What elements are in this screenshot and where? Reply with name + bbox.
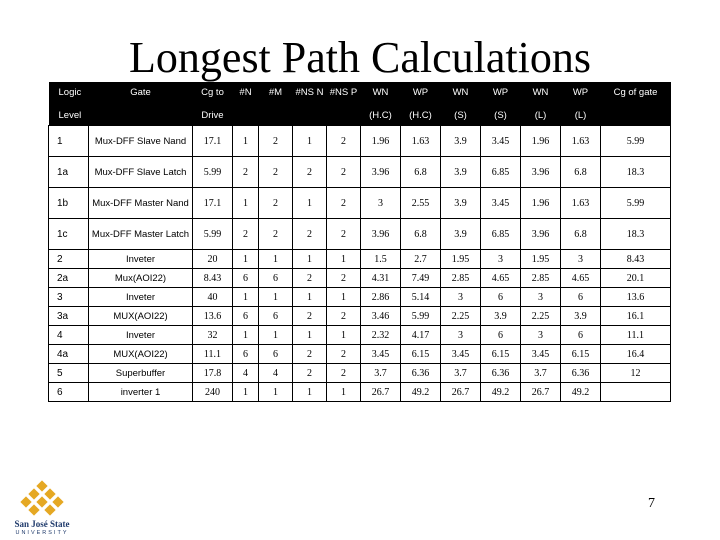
cell-wp-l: 49.2 (561, 383, 601, 402)
cell-cg-of-gate: 8.43 (601, 250, 671, 269)
cell-gate: MUX(AOI22) (89, 345, 193, 364)
cell-wn-s: 2.85 (441, 269, 481, 288)
header-wp3: WP (572, 87, 589, 98)
header-wn-s (441, 82, 481, 126)
cell-m: 6 (259, 345, 293, 364)
cell-cg-of-gate: 18.3 (601, 219, 671, 250)
cell-wp-hc: 1.63 (401, 126, 441, 157)
cell-wp-s: 3.45 (481, 126, 521, 157)
header-level: Level (58, 110, 82, 121)
cell-wn-hc: 3.7 (361, 364, 401, 383)
cell-level: 6 (49, 383, 89, 402)
header-m: #M (259, 82, 293, 126)
cell-cg-to-drive: 13.6 (193, 307, 233, 326)
cell-gate: Inveter (89, 326, 193, 345)
cell-wp-l: 4.65 (561, 269, 601, 288)
cell-wp-s: 4.65 (481, 269, 521, 288)
cell-level: 1a (49, 157, 89, 188)
cell-ns-n: 1 (293, 288, 327, 307)
cell-n: 1 (233, 326, 259, 345)
cell-wp-hc: 2.55 (401, 188, 441, 219)
cell-wp-s: 3 (481, 250, 521, 269)
cell-wp-l: 6.36 (561, 364, 601, 383)
cell-cg-of-gate: 18.3 (601, 157, 671, 188)
cell-wn-l: 1.95 (521, 250, 561, 269)
cell-ns-p: 2 (327, 269, 361, 288)
table-row (49, 364, 671, 383)
cell-m: 1 (259, 288, 293, 307)
header-wp-hc (401, 82, 441, 126)
cell-level: 1c (49, 219, 89, 250)
cell-ns-n: 1 (293, 250, 327, 269)
cell-wn-l: 3.96 (521, 219, 561, 250)
cell-wp-l: 1.63 (561, 188, 601, 219)
cell-n: 1 (233, 250, 259, 269)
cell-ns-n: 2 (293, 345, 327, 364)
cell-wn-l: 3.7 (521, 364, 561, 383)
header-gate: Gate (89, 82, 193, 126)
cell-cg-of-gate: 13.6 (601, 288, 671, 307)
cell-m: 2 (259, 126, 293, 157)
cell-wn-l: 3 (521, 326, 561, 345)
cell-ns-p: 2 (327, 219, 361, 250)
cell-level: 1b (49, 188, 89, 219)
cell-wn-l: 2.85 (521, 269, 561, 288)
longest-path-table (48, 82, 671, 402)
logo-name: San José State (14, 519, 70, 529)
cell-ns-p: 2 (327, 345, 361, 364)
cell-ns-n: 1 (293, 326, 327, 345)
cell-wp-hc: 4.17 (401, 326, 441, 345)
header-wn-hc (361, 82, 401, 126)
cell-gate: MUX(AOI22) (89, 307, 193, 326)
cell-level: 5 (49, 364, 89, 383)
cell-wn-l: 1.96 (521, 188, 561, 219)
cell-wp-hc: 5.99 (401, 307, 441, 326)
cell-wp-s: 6 (481, 288, 521, 307)
cell-ns-p: 1 (327, 326, 361, 345)
cell-wn-l: 3 (521, 288, 561, 307)
cell-n: 1 (233, 383, 259, 402)
page-number: 7 (648, 496, 655, 511)
cell-wp-s: 6 (481, 326, 521, 345)
cell-wp-s: 3.45 (481, 188, 521, 219)
cell-ns-p: 2 (327, 364, 361, 383)
header-l1: (L) (534, 110, 547, 121)
cell-cg-to-drive: 5.99 (193, 157, 233, 188)
cell-wn-s: 3.7 (441, 364, 481, 383)
cell-n: 1 (233, 188, 259, 219)
cell-level: 3a (49, 307, 89, 326)
cell-wp-hc: 5.14 (401, 288, 441, 307)
cell-m: 2 (259, 188, 293, 219)
header-l2: (L) (574, 110, 587, 121)
header-wp-s (481, 82, 521, 126)
cell-ns-n: 2 (293, 364, 327, 383)
cell-wp-s: 3.9 (481, 307, 521, 326)
cell-cg-of-gate: 16.4 (601, 345, 671, 364)
cell-m: 1 (259, 250, 293, 269)
table-row (49, 188, 671, 219)
cell-gate: Inveter (89, 250, 193, 269)
cell-wp-s: 6.85 (481, 157, 521, 188)
cell-cg-to-drive: 32 (193, 326, 233, 345)
cell-cg-to-drive: 20 (193, 250, 233, 269)
cell-wn-s: 3 (441, 288, 481, 307)
cell-wn-s: 3.9 (441, 219, 481, 250)
cell-level: 2 (49, 250, 89, 269)
header-hc1: (H.C) (369, 110, 392, 121)
cell-ns-p: 2 (327, 188, 361, 219)
table-row (49, 219, 671, 250)
cell-wp-l: 6.8 (561, 219, 601, 250)
sjsu-emblem-icon (20, 480, 64, 520)
cell-wn-l: 26.7 (521, 383, 561, 402)
cell-wn-hc: 2.32 (361, 326, 401, 345)
cell-n: 6 (233, 345, 259, 364)
cell-wp-s: 49.2 (481, 383, 521, 402)
cell-wn-hc: 3.96 (361, 219, 401, 250)
header-s1: (S) (454, 110, 467, 121)
cell-m: 4 (259, 364, 293, 383)
cell-wn-l: 1.96 (521, 126, 561, 157)
cell-ns-p: 2 (327, 126, 361, 157)
cell-level: 4 (49, 326, 89, 345)
cell-ns-n: 1 (293, 126, 327, 157)
header-ns-n: #NS N (293, 82, 327, 126)
header-s2: (S) (494, 110, 507, 121)
cell-wn-hc: 4.31 (361, 269, 401, 288)
cell-wn-hc: 2.86 (361, 288, 401, 307)
cell-m: 1 (259, 326, 293, 345)
header-wn1: WN (372, 87, 389, 98)
header-hc2: (H.C) (409, 110, 432, 121)
header-wp2: WP (492, 87, 509, 98)
cell-wp-hc: 6.8 (401, 219, 441, 250)
cell-cg-of-gate: 12 (601, 364, 671, 383)
cell-wn-l: 2.25 (521, 307, 561, 326)
cell-wp-hc: 49.2 (401, 383, 441, 402)
cell-m: 6 (259, 269, 293, 288)
cell-wp-l: 6.15 (561, 345, 601, 364)
cell-cg-of-gate: 5.99 (601, 188, 671, 219)
cell-gate: inverter 1 (89, 383, 193, 402)
cell-gate: Mux-DFF Slave Nand (89, 126, 193, 157)
cell-wp-s: 6.15 (481, 345, 521, 364)
logo-sub: UNIVERSITY (15, 530, 69, 536)
header-cg-to-drive (193, 82, 233, 126)
cell-n: 4 (233, 364, 259, 383)
header-wn2: WN (452, 87, 469, 98)
cell-wp-hc: 2.7 (401, 250, 441, 269)
cell-n: 2 (233, 219, 259, 250)
cell-level: 3 (49, 288, 89, 307)
cell-ns-n: 1 (293, 188, 327, 219)
header-wn-l (521, 82, 561, 126)
cell-m: 2 (259, 219, 293, 250)
cell-wn-s: 1.95 (441, 250, 481, 269)
sjsu-logo (6, 480, 76, 538)
header-cg-to: Cg to (201, 87, 224, 98)
cell-ns-n: 1 (293, 383, 327, 402)
cell-cg-to-drive: 11.1 (193, 345, 233, 364)
cell-wp-hc: 6.15 (401, 345, 441, 364)
cell-m: 1 (259, 383, 293, 402)
table-row (49, 126, 671, 157)
cell-wp-s: 6.85 (481, 219, 521, 250)
cell-gate: Inveter (89, 288, 193, 307)
cell-m: 6 (259, 307, 293, 326)
header-ns-p: #NS P (327, 82, 361, 126)
cell-ns-p: 2 (327, 307, 361, 326)
cell-cg-of-gate: 16.1 (601, 307, 671, 326)
table-row (49, 269, 671, 288)
header-cg-of-gate: Cg of gate (601, 82, 671, 126)
cell-n: 1 (233, 288, 259, 307)
header-wn3: WN (532, 87, 549, 98)
cell-wn-s: 2.25 (441, 307, 481, 326)
cell-wp-l: 6 (561, 288, 601, 307)
cell-n: 6 (233, 269, 259, 288)
cell-wp-s: 6.36 (481, 364, 521, 383)
header-logic: Logic (58, 87, 82, 98)
cell-cg-of-gate: 5.99 (601, 126, 671, 157)
cell-ns-p: 1 (327, 288, 361, 307)
cell-level: 4a (49, 345, 89, 364)
cell-wp-hc: 6.36 (401, 364, 441, 383)
table-row (49, 345, 671, 364)
cell-wn-hc: 3.46 (361, 307, 401, 326)
cell-level: 1 (49, 126, 89, 157)
cell-gate: Mux-DFF Master Nand (89, 188, 193, 219)
cell-ns-p: 1 (327, 383, 361, 402)
cell-n: 1 (233, 126, 259, 157)
cell-cg-to-drive: 40 (193, 288, 233, 307)
cell-m: 2 (259, 157, 293, 188)
cell-wn-hc: 3 (361, 188, 401, 219)
cell-wn-s: 3.45 (441, 345, 481, 364)
cell-cg-of-gate: 11.1 (601, 326, 671, 345)
cell-cg-to-drive: 240 (193, 383, 233, 402)
cell-ns-n: 2 (293, 219, 327, 250)
table-row (49, 383, 671, 402)
cell-wn-hc: 3.96 (361, 157, 401, 188)
cell-ns-n: 2 (293, 269, 327, 288)
page-title: Longest Path Calculations (129, 33, 591, 82)
cell-gate: Mux-DFF Master Latch (89, 219, 193, 250)
cell-wp-hc: 6.8 (401, 157, 441, 188)
cell-wp-l: 3.9 (561, 307, 601, 326)
cell-wp-l: 6 (561, 326, 601, 345)
cell-ns-p: 2 (327, 157, 361, 188)
table-row (49, 326, 671, 345)
cell-wp-hc: 7.49 (401, 269, 441, 288)
header-n: #N (233, 82, 259, 126)
table-row (49, 288, 671, 307)
cell-cg-of-gate (601, 383, 671, 402)
cell-wn-s: 3.9 (441, 188, 481, 219)
cell-wn-s: 3.9 (441, 126, 481, 157)
header-drive: Drive (201, 110, 224, 121)
cell-n: 6 (233, 307, 259, 326)
cell-cg-of-gate: 20.1 (601, 269, 671, 288)
cell-wn-hc: 26.7 (361, 383, 401, 402)
table-row (49, 250, 671, 269)
table-header-row (49, 82, 671, 126)
header-wp-l (561, 82, 601, 126)
cell-cg-to-drive: 17.1 (193, 126, 233, 157)
cell-wp-l: 3 (561, 250, 601, 269)
cell-ns-n: 2 (293, 157, 327, 188)
cell-wn-l: 3.96 (521, 157, 561, 188)
cell-wn-hc: 1.5 (361, 250, 401, 269)
header-logic-level (49, 82, 89, 126)
cell-wn-s: 3 (441, 326, 481, 345)
cell-level: 2a (49, 269, 89, 288)
cell-cg-to-drive: 17.8 (193, 364, 233, 383)
cell-cg-to-drive: 8.43 (193, 269, 233, 288)
cell-gate: Mux-DFF Slave Latch (89, 157, 193, 188)
cell-wn-hc: 1.96 (361, 126, 401, 157)
cell-ns-p: 1 (327, 250, 361, 269)
table-row (49, 307, 671, 326)
cell-cg-to-drive: 17.1 (193, 188, 233, 219)
cell-n: 2 (233, 157, 259, 188)
cell-ns-n: 2 (293, 307, 327, 326)
cell-wp-l: 6.8 (561, 157, 601, 188)
cell-wn-hc: 3.45 (361, 345, 401, 364)
cell-wn-s: 26.7 (441, 383, 481, 402)
table-row (49, 157, 671, 188)
cell-gate: Mux(AOI22) (89, 269, 193, 288)
cell-wn-s: 3.9 (441, 157, 481, 188)
cell-cg-to-drive: 5.99 (193, 219, 233, 250)
cell-gate: Superbuffer (89, 364, 193, 383)
header-wp1: WP (412, 87, 429, 98)
cell-wp-l: 1.63 (561, 126, 601, 157)
cell-wn-l: 3.45 (521, 345, 561, 364)
